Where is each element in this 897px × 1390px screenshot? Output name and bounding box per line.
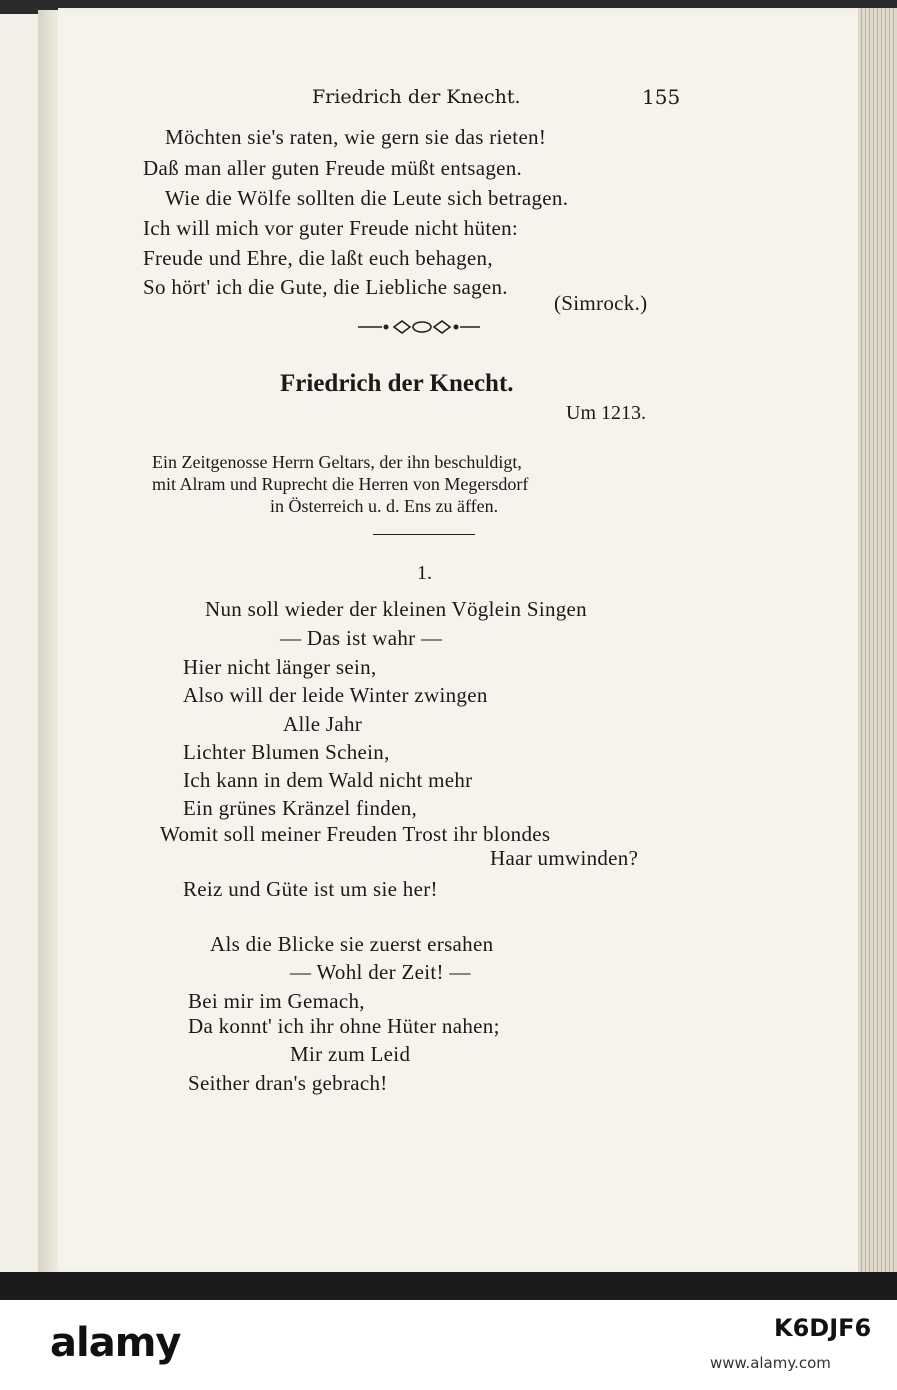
intro-note-line: Ein Zeitgenosse Herrn Geltars, der ihn beschuldigt, — [152, 452, 522, 472]
poem-line: Ein grünes Kränzel finden, — [183, 796, 418, 820]
poem-line: — Das ist wahr — — [280, 626, 443, 650]
running-head: Friedrich der Knecht. — [312, 86, 521, 108]
ornament-divider — [356, 316, 482, 338]
intro-note-line: in Österreich u. d. Ens zu äffen. — [270, 496, 499, 516]
prev-poem-line: Ich will mich vor guter Freude nicht hüten: — [143, 216, 519, 240]
poem-line: Also will der leide Winter zwingen — [183, 683, 488, 707]
prev-poem-line: So hört' ich die Gute, die Liebliche sagen. — [143, 275, 508, 299]
footer-info — [690, 1302, 880, 1388]
facing-page-edge — [0, 14, 41, 1272]
poem-line: Reiz und Güte ist um sie her! — [183, 877, 438, 901]
poem-line: Als die Blicke sie zuerst ersahen — [210, 932, 494, 956]
poem-line: Hier nicht länger sein, — [183, 655, 377, 679]
prev-poem-line: Daß man aller guten Freude müßt entsagen. — [143, 156, 523, 180]
poem-line: Lichter Blumen Schein, — [183, 740, 390, 764]
footer-url: www.alamy.com — [710, 1354, 831, 1372]
attribution: (Simrock.) — [554, 291, 648, 315]
poem-line: Haar umwinden? — [490, 846, 639, 870]
poem-line: Womit soll meiner Freuden Trost ihr blondes — [160, 822, 551, 846]
poem-line: Da konnt' ich ihr ohne Hüter nahen; — [188, 1014, 500, 1038]
intro-note-line: mit Alram und Ruprecht die Herren von Megersdorf — [152, 474, 529, 494]
page-stack-edges — [858, 8, 897, 1273]
poem-line: — Wohl der Zeit! — — [290, 960, 471, 984]
poem-line: Seither dran's gebrach! — [188, 1071, 388, 1095]
book-gutter — [38, 10, 60, 1272]
prev-poem-line: Wie die Wölfe sollten die Leute sich betragen. — [165, 186, 569, 210]
poem-line: Mir zum Leid — [290, 1042, 411, 1066]
poem-line: Ich kann in dem Wald nicht mehr — [183, 768, 473, 792]
poem-line: Alle Jahr — [283, 712, 363, 736]
scan-bottom-band — [0, 1272, 897, 1300]
section-rule — [373, 534, 475, 535]
poem-line: Nun soll wieder der kleinen Vöglein Singen — [205, 597, 587, 621]
prev-poem-line: Freude und Ehre, die laßt euch behagen, — [143, 246, 493, 270]
poem-line: Bei mir im Gemach, — [188, 989, 365, 1013]
image-id: K6DJF6 — [774, 1314, 872, 1342]
page-number: 155 — [642, 85, 681, 109]
stanza-number: 1. — [417, 562, 432, 584]
poem-date: Um 1213. — [566, 402, 646, 424]
prev-poem-line: Möchten sie's raten, wie gern sie das rieten! — [165, 125, 547, 149]
watermark-logo: alamy — [50, 1320, 181, 1366]
poem-title: Friedrich der Knecht. — [280, 370, 514, 397]
